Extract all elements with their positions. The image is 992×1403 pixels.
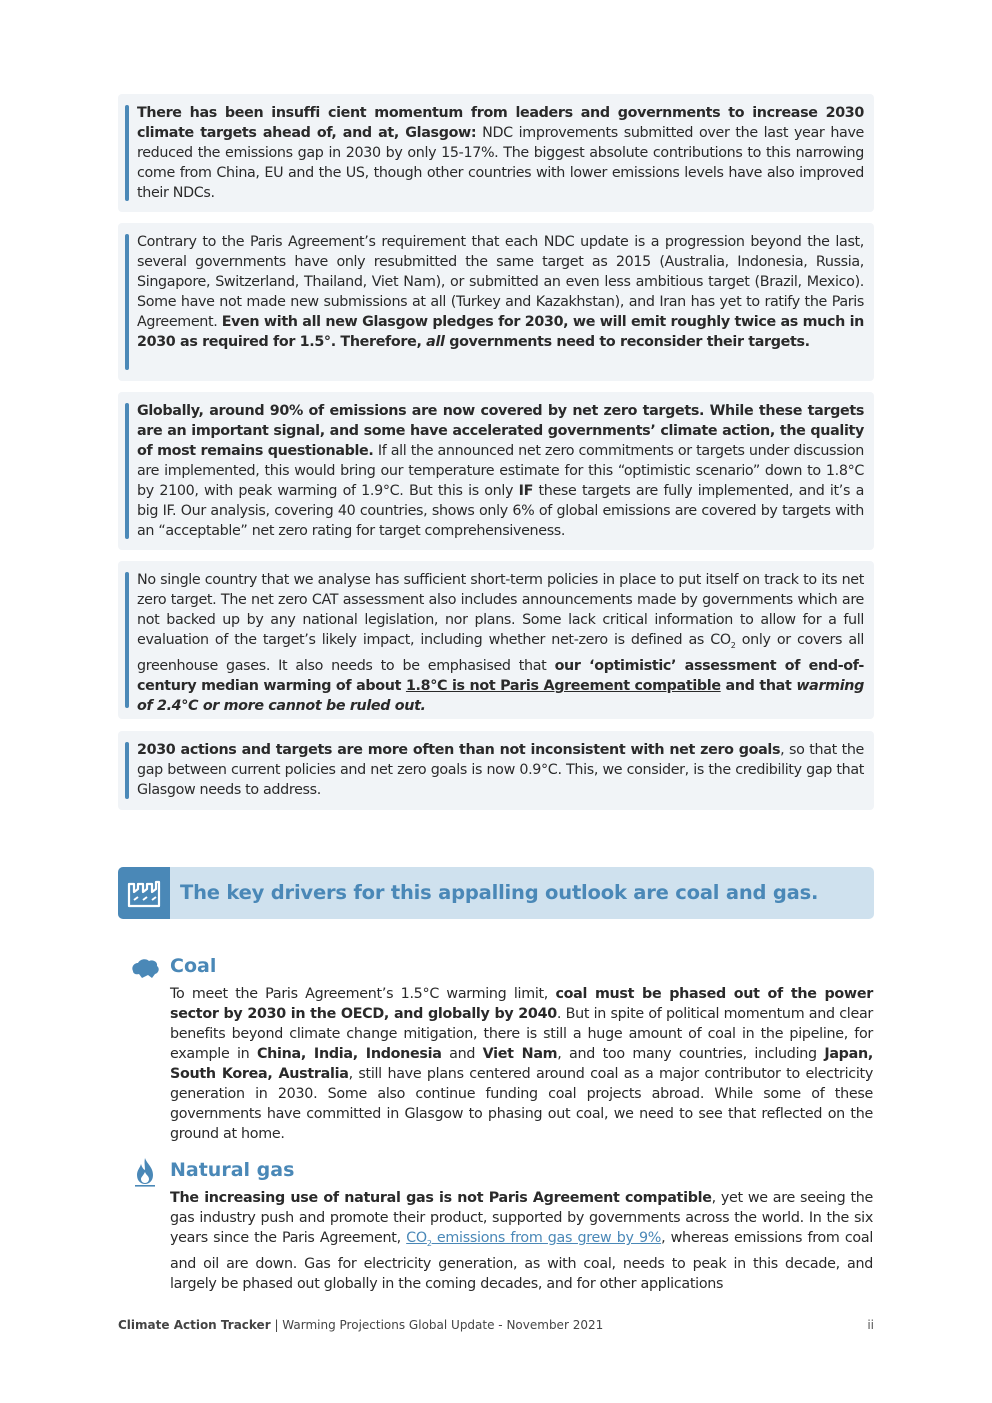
gas-section-title: Natural gas <box>170 1159 295 1181</box>
callout-text: No single country that we analyse has sufficient short-term policies in place to put itself on track to its net zero target. The net zero CAT assessment also includes announcements made by governments which are not backed up by any national legislation, nor plans. Some lack critical information to allow for a full evaluation of the target’s likely impact, including whether net-zero is defined as $CO_2$ only or covers all greenhouse gases. It also needs to be emphasised that our ‘optimistic’ assessment of end-of-century median warming of about 1.8°C is not Paris Agreement compatible and that warming of 2.4°C or more cannot be ruled out. <box>137 572 864 714</box>
callout-box-short-term-policies <box>118 561 874 719</box>
callout-accent-bar <box>125 403 129 539</box>
callout-text: Contrary to the Paris Agreement’s requirement that each NDC update is a progression beyond the last, several governments have only resubmitted the same target as 2015 (Australia, Indonesia, Russia, Singapore, Switzerland, Thailand, Viet Nam), or submitted an even less ambitious target (Brazil, Mexico). Some have not made new submissions at all (Turkey and Kazakhstan), and Iran has yet to ratify the Paris Agreement. Even with all new Glasgow pledges for 2030, we will emit roughly twice as much in 2030 as required for 1.5°. Therefore, all governments need to reconsider their targets. <box>137 234 864 350</box>
factory-icon <box>118 867 170 919</box>
callout-accent-bar <box>125 234 129 370</box>
callout-box-ndc-progression <box>118 223 874 381</box>
page-number: ii <box>867 1318 874 1332</box>
banner-title: The key drivers for this appalling outlook are coal and gas. <box>180 881 819 904</box>
callout-text: There has been insuffi cient momentum from leaders and governments to increase 2030 climate targets ahead of, and at, Glasgow: NDC improvements submitted over the last year have reduced the emissions gap in 2030 by only 15-17%. The biggest absolute contributions to this narrowing come from China, EU and the US, though other countries with lower emissions levels have also improved their NDCs. <box>137 105 865 201</box>
gas-section-text: The increasing use of natural gas is not Paris Agreement compatible, yet we are seeing the gas industry push and promote their product, supported by governments across the world. In the six years since the Paris Agreement, $CO_2$ emissions from gas grew by 9%, whereas emissions from coal and oil are down. Gas for electricity generation, as with coal, needs to peak in this decade, and largely be phased out globally in the coming decades, and for other applications <box>170 1190 874 1292</box>
callout-accent-bar <box>125 572 129 708</box>
section-banner <box>118 867 874 919</box>
callout-accent-bar <box>125 742 129 799</box>
footer-org: Climate Action Tracker <box>118 1318 271 1332</box>
callout-accent-bar <box>125 105 129 201</box>
callout-box-momentum <box>118 94 874 212</box>
coal-icon <box>130 957 160 985</box>
flame-icon <box>134 1157 156 1191</box>
footer-doc-title: Warming Projections Global Update - November 2021 <box>282 1318 604 1332</box>
callout-text: 2030 actions and targets are more often than not inconsistent with net zero goals, so that the gap between current policies and net zero goals is now 0.9°C. This, we consider, is the credibility gap that Glasgow needs to address. <box>137 742 864 798</box>
coal-section-text: To meet the Paris Agreement’s 1.5°C warming limit, coal must be phased out of the power sector by 2030 in the OECD, and globally by 2040. But in spite of political momentum and clear benefits beyond climate change mitigation, there is still a huge amount of coal in the pipeline, for example in China, India, Indonesia and Viet Nam, and too many countries, including Japan, South Korea, Australia, still have plans centered around coal as a major contributor to electricity generation in 2030. Some also continue funding coal projects abroad. While some of these governments have committed in Glasgow to phasing out coal, we need to see that reflected on the ground at home. <box>170 986 873 1142</box>
coal-section-title: Coal <box>170 955 217 977</box>
callout-box-net-zero-coverage <box>118 392 874 550</box>
gas-emissions-link[interactable]: $CO_2$ emissions from gas grew by 9% <box>406 1230 662 1248</box>
page-footer: Climate Action Tracker | Warming Projections Global Update - November 2021 ii <box>118 1318 874 1332</box>
callout-box-credibility-gap <box>118 731 874 810</box>
callout-text: Globally, around 90% of emissions are now covered by net zero targets. While these targets are an important signal, and some have accelerated governments’ climate action, the quality of most remains questionable. If all the announced net zero commitments or targets under discussion are implemented, this would bring our temperature estimate for this “optimistic scenario” down to 1.8°C by 2100, with peak warming of 1.9°C. But this is only IF these targets are fully implemented, and it’s a big IF. Our analysis, covering 40 countries, shows only 6% of global emissions are covered by targets with an “acceptable” net zero rating for target comprehensiveness. <box>137 403 864 539</box>
